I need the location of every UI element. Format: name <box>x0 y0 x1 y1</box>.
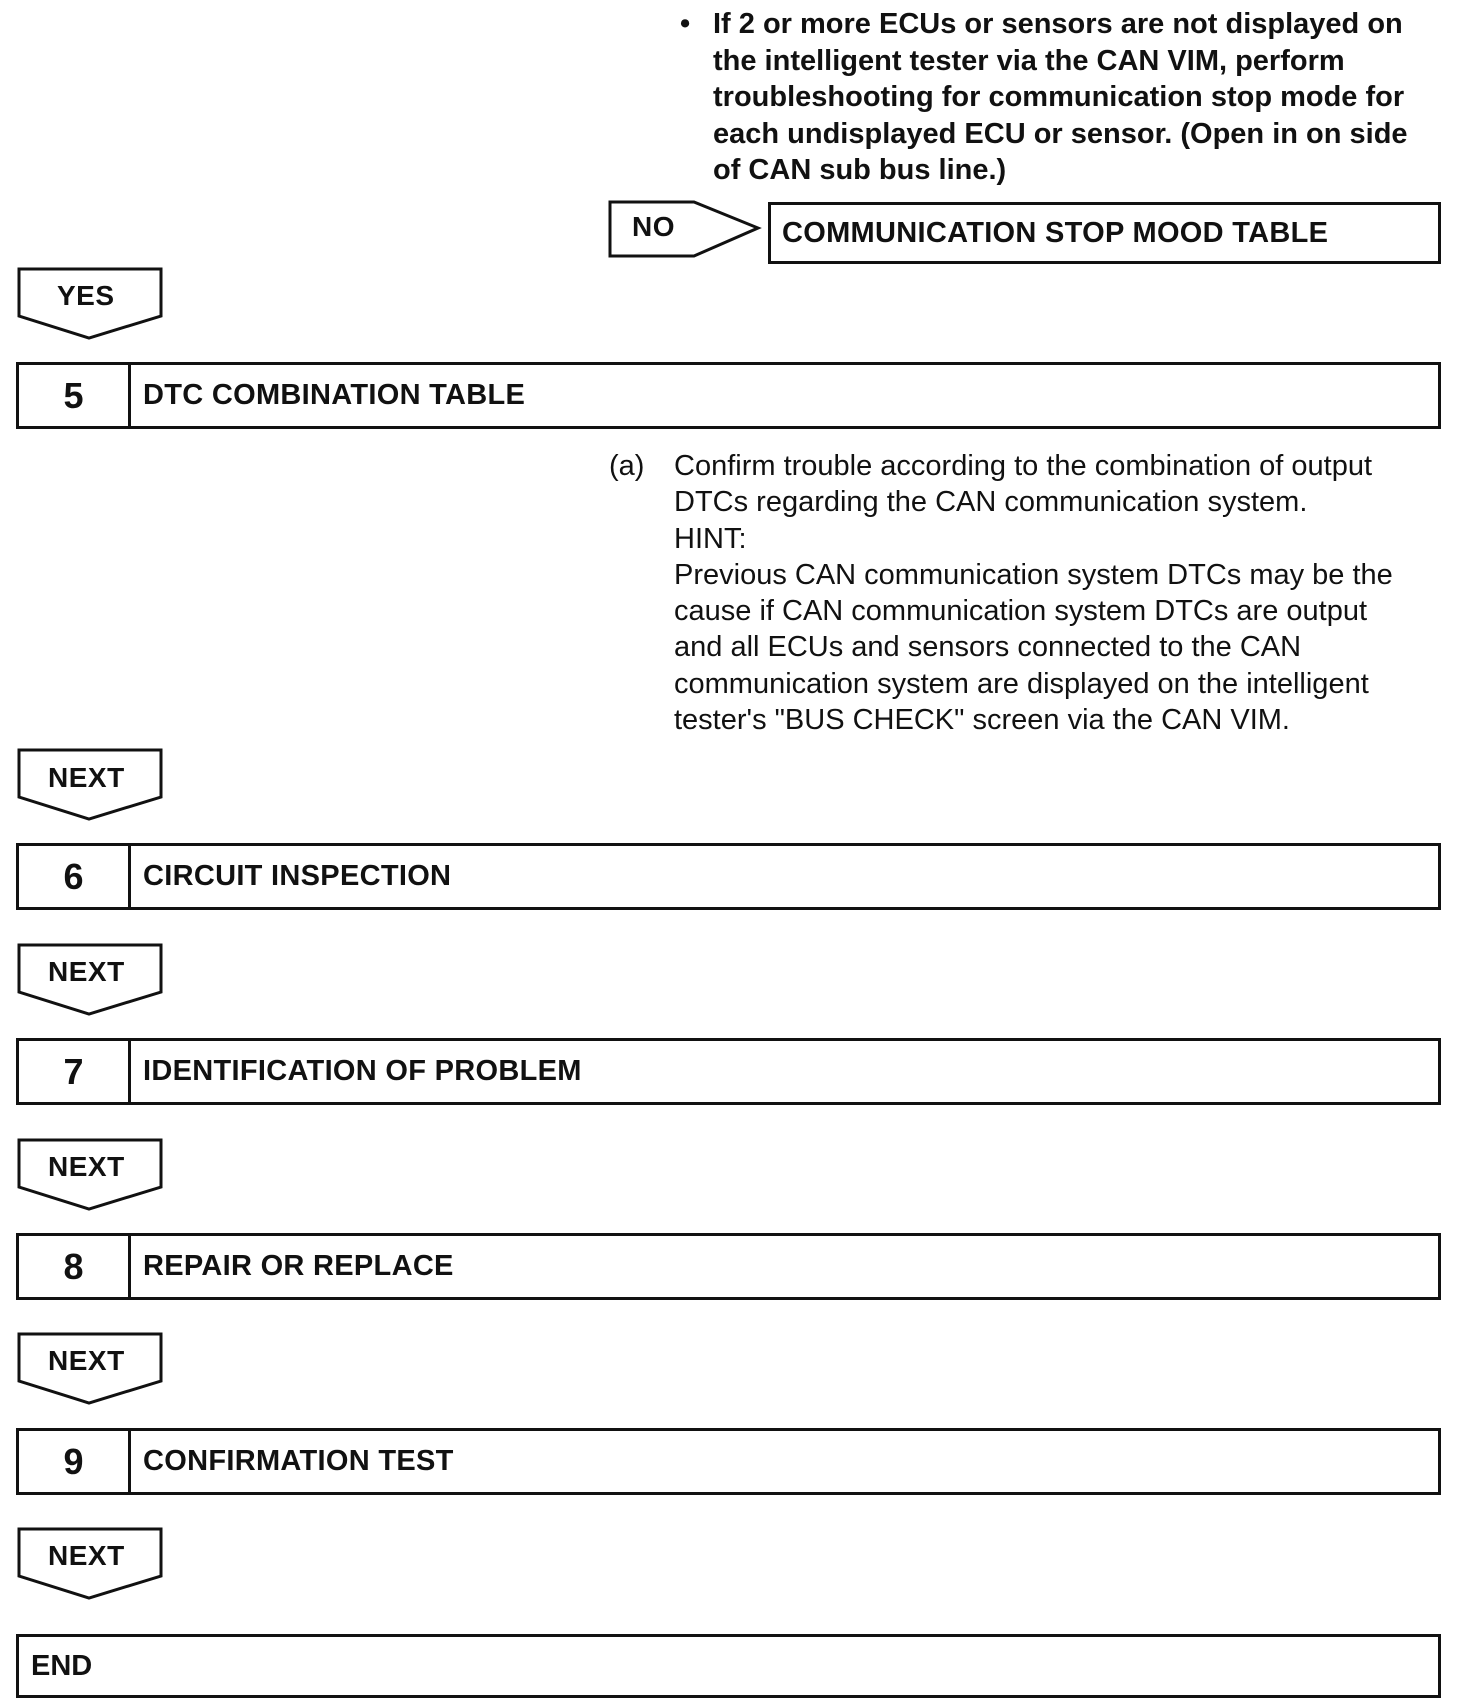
next-label: NEXT <box>48 1540 125 1571</box>
bullet-line: each undisplayed ECU or sensor. (Open in on side <box>713 117 1408 150</box>
step-title: CIRCUIT INSPECTION <box>143 860 452 892</box>
detail-line: and all ECUs and sensors connected to the CAN <box>674 631 1302 664</box>
bullet-dot: • <box>680 8 691 40</box>
step-title: DTC COMBINATION TABLE <box>143 379 526 411</box>
detail-marker: (a) <box>609 450 645 482</box>
bullet-line: troubleshooting for communication stop mode for <box>713 81 1405 113</box>
step-7-box[interactable] <box>16 1038 1441 1105</box>
detail-line: Previous CAN communication system DTCs may be the <box>674 558 1393 591</box>
next-label: NEXT <box>48 1345 125 1376</box>
detail-line: communication system are displayed on the intelligent <box>674 667 1369 700</box>
step-6-box[interactable] <box>16 843 1441 910</box>
step-title: REPAIR OR REPLACE <box>143 1250 454 1282</box>
step-5-box[interactable] <box>16 362 1441 429</box>
detail-line: tester's "BUS CHECK" screen via the CAN VIM. <box>674 704 1290 737</box>
step-number: 6 <box>19 846 131 907</box>
detail-line: cause if CAN communication system DTCs are output <box>674 595 1368 628</box>
communication-stop-mood-table-box[interactable]: COMMUNICATION STOP MOOD TABLE <box>768 202 1441 264</box>
bullet-line: of CAN sub bus line.) <box>713 154 1007 186</box>
step-number: 7 <box>19 1041 131 1102</box>
step-5-detail <box>674 448 1464 738</box>
detail-line: Confirm trouble according to the combination of output <box>674 450 1373 482</box>
no-label: NO <box>632 211 675 242</box>
detail-line: HINT: <box>674 522 747 555</box>
step-number: 5 <box>19 365 131 426</box>
bullet-note <box>680 6 1460 189</box>
step-title: IDENTIFICATION OF PROBLEM <box>143 1055 582 1087</box>
step-title: CONFIRMATION TEST <box>143 1445 454 1477</box>
bullet-line: If 2 or more ECUs or sensors are not displayed on <box>713 8 1403 40</box>
step-number: 9 <box>19 1431 131 1492</box>
next-label: NEXT <box>48 956 125 987</box>
bullet-line: the intelligent tester via the CAN VIM, perform <box>713 44 1345 77</box>
step-number: 8 <box>19 1236 131 1297</box>
next-label: NEXT <box>48 1151 125 1182</box>
step-9-box[interactable] <box>16 1428 1441 1495</box>
step-8-box[interactable] <box>16 1233 1441 1300</box>
next-label: NEXT <box>48 762 125 793</box>
end-box[interactable]: END <box>16 1634 1441 1698</box>
detail-line: DTCs regarding the CAN communication system. <box>674 486 1308 519</box>
yes-label: YES <box>57 280 115 311</box>
